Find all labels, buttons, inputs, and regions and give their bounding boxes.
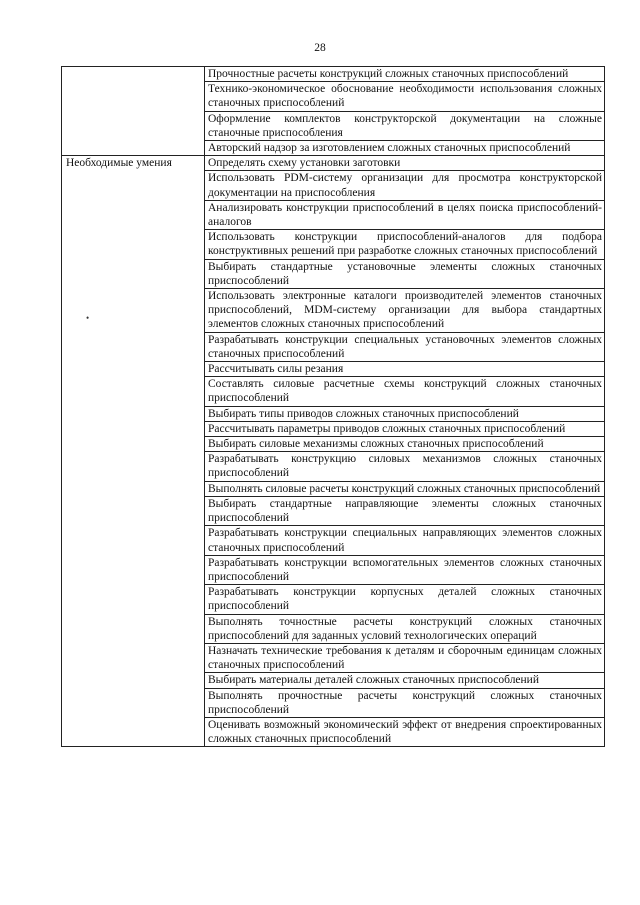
skill-item: Выполнять точностные расчеты конструкций сложных станочных приспособлений для заданных условий технологических операций xyxy=(205,614,605,643)
skill-item: Оценивать возможный экономический эффект от внедрения спроектированных сложных станочных приспособлений xyxy=(205,717,605,746)
skill-item: Выполнять прочностные расчеты конструкций сложных станочных приспособлений xyxy=(205,688,605,717)
skill-item: Выбирать силовые механизмы сложных станочных приспособлений xyxy=(205,437,605,452)
skill-item: Выбирать типы приводов сложных станочных приспособлений xyxy=(205,406,605,421)
skill-item: Анализировать конструкции приспособлений в целях поиска приспособлений-аналогов xyxy=(205,200,605,229)
skill-item: Составлять силовые расчетные схемы конструкций сложных станочных приспособлений xyxy=(205,377,605,406)
skill-item: Разрабатывать конструкцию силовых механизмов сложных станочных приспособлений xyxy=(205,452,605,481)
skill-item: Использовать электронные каталоги производителей элементов станочных приспособлений, MDM-систему организации для выбора стандартных элементов сложных станочных приспособлений xyxy=(205,289,605,333)
skill-item: Разрабатывать конструкции специальных направляющих элементов сложных станочных приспособлений xyxy=(205,526,605,555)
skill-item: Разрабатывать конструкции специальных установочных элементов сложных станочных приспособлений xyxy=(205,332,605,361)
skill-item: Выполнять силовые расчеты конструкций сложных станочных приспособлений xyxy=(205,481,605,496)
skill-item: Выбирать материалы деталей сложных станочных приспособлений xyxy=(205,673,605,688)
table-cell: Оформление комплектов конструкторской документации на сложные станочные приспособления xyxy=(205,111,605,140)
skill-item: Выбирать стандартные установочные элементы сложных станочных приспособлений xyxy=(205,259,605,288)
skills-label: Необходимые умения xyxy=(62,156,205,747)
table-row xyxy=(62,156,605,171)
skill-item: Использовать конструкции приспособлений-аналогов для подбора конструктивных решений при разработке сложных станочных приспособлений xyxy=(205,230,605,259)
skill-item: Рассчитывать параметры приводов сложных станочных приспособлений xyxy=(205,421,605,436)
table-cell: Авторский надзор за изготовлением сложных станочных приспособлений xyxy=(205,141,605,156)
competency-table xyxy=(61,66,605,747)
skill-item: Рассчитывать силы резания xyxy=(205,362,605,377)
skill-item: Использовать PDM-систему организации для просмотра конструкторской документации на приспособления xyxy=(205,171,605,200)
skill-item: Назначать технические требования к деталям и сборочным единицам сложных станочных приспособлений xyxy=(205,643,605,672)
skill-item: Выбирать стандартные направляющие элементы сложных станочных приспособлений xyxy=(205,496,605,525)
table-cell: Технико-экономическое обоснование необходимости использования сложных станочных приспособлений xyxy=(205,82,605,111)
skill-item: Разрабатывать конструкции вспомогательных элементов сложных станочных приспособлений xyxy=(205,555,605,584)
table-cell: Прочностные расчеты конструкций сложных станочных приспособлений xyxy=(205,67,605,82)
stray-mark: • xyxy=(86,313,90,323)
table-row xyxy=(62,67,605,82)
skill-item: Определять схему установки заготовки xyxy=(205,156,605,171)
skill-item: Разрабатывать конструкции корпусных деталей сложных станочных приспособлений xyxy=(205,585,605,614)
empty-label-cell xyxy=(62,67,205,156)
page-number: 28 xyxy=(314,42,326,54)
